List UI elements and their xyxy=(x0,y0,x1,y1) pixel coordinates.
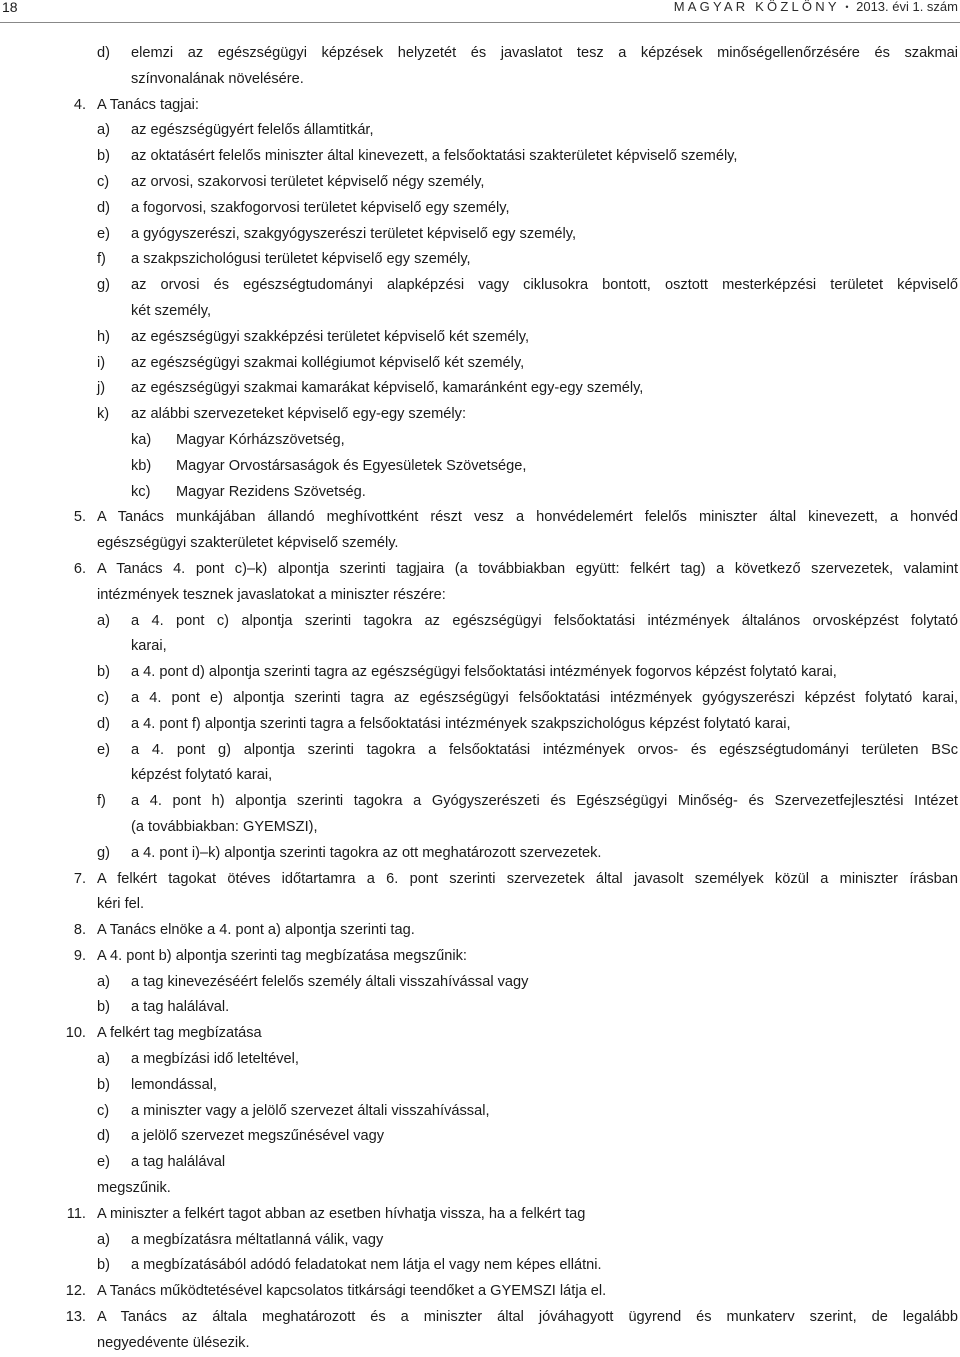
section-text: A Tanács működtetésével kapcsolatos titkársági teendőket a GYEMSZI látja el. xyxy=(97,1283,607,1300)
item-label: b) xyxy=(97,664,110,681)
text-line xyxy=(0,841,960,867)
text-line xyxy=(0,1099,960,1125)
subitem-label: kb) xyxy=(131,457,152,474)
item-text: a 4. pont h) alpontja szerinti tagokra a Gyógyszerészeti és Egészségügyi Minőség- és Szervezetfejlesztési Intézet xyxy=(131,793,958,810)
item-label: j) xyxy=(97,380,106,397)
item-label: a) xyxy=(97,1051,110,1068)
subitem-label: ka) xyxy=(131,431,152,448)
item-label: a) xyxy=(97,973,110,990)
item-label: f) xyxy=(97,251,106,268)
section-text: A Tanács tagjai: xyxy=(97,96,199,113)
item-text: a tag halálával xyxy=(131,1154,226,1171)
item-text: elemzi az egészségügyi képzések helyzetét és javaslatot tesz a képzések minőségellenőrzésére és szakmai xyxy=(131,45,958,61)
continuation-text: kéri fel. xyxy=(97,896,145,913)
item-text: a megbízási idő leteltével, xyxy=(131,1051,299,1068)
item-text: az egészségügyi szakképzési területet képviselő két személy, xyxy=(131,328,530,345)
issue-info: 2013. évi 1. szám xyxy=(856,0,958,14)
text-line xyxy=(0,196,960,222)
text-line xyxy=(0,686,960,712)
item-label: d) xyxy=(97,45,110,61)
item-text: a miniszter vagy a jelölő szervezet általi visszahívással, xyxy=(131,1102,490,1119)
section-text: A Tanács 4. pont c)–k) alpontja szerinti tagjaira (a továbbiakban együtt: felkért tag) a következő szervezetek, valamint xyxy=(97,560,958,577)
section-number: 8. xyxy=(73,922,86,939)
text-line xyxy=(0,505,960,531)
item-label: c) xyxy=(97,1102,110,1119)
text-line xyxy=(0,1073,960,1099)
text-line xyxy=(0,41,960,67)
item-label: d) xyxy=(97,1128,110,1145)
item-label: d) xyxy=(97,715,110,732)
item-text: a 4. pont i)–k) alpontja szerinti tagokra az ott meghatározott szervezetek. xyxy=(131,844,602,861)
item-text: a 4. pont g) alpontja szerinti tagokra a felsőoktatási intézmények orvos- és egészségtudományi területen BSc xyxy=(131,741,958,758)
text-line xyxy=(0,660,960,686)
text-line xyxy=(0,376,960,402)
subitem-text: Magyar Rezidens Szövetség. xyxy=(176,483,366,500)
subitem-text: Magyar Orvostársaságok és Egyesületek Szövetsége, xyxy=(176,457,527,474)
item-label: e) xyxy=(97,741,110,758)
page-number: 18 xyxy=(2,0,18,15)
item-text: a 4. pont d) alpontja szerinti tagra az egészségügyi felsőoktatási intézmények fogorvos képzést folytató karai, xyxy=(131,664,837,681)
continuation-text: karai, xyxy=(131,638,167,655)
text-line xyxy=(0,1021,960,1047)
section-number: 10. xyxy=(65,1025,86,1042)
text-line xyxy=(0,247,960,273)
item-label: i) xyxy=(97,354,106,371)
text-line xyxy=(0,531,960,557)
text-line xyxy=(0,351,960,377)
text-line xyxy=(0,1176,960,1202)
item-text: a 4. pont e) alpontja szerinti tagra az egészségügyi felsőoktatási intézmények gyógyszerészi képzést folytató karai, xyxy=(131,689,958,706)
text-line xyxy=(0,892,960,918)
text-line xyxy=(0,1047,960,1073)
item-label: c) xyxy=(97,689,110,706)
text-line xyxy=(0,1150,960,1176)
section-number: 12. xyxy=(65,1283,86,1300)
item-text: a jelölő szervezet megszűnésével vagy xyxy=(131,1128,385,1145)
item-text: a megbízatásra méltatlanná válik, vagy xyxy=(131,1231,384,1248)
item-label: a) xyxy=(97,122,110,139)
section-number: 6. xyxy=(73,560,86,577)
section-text: A Tanács elnöke a 4. pont a) alpontja szerinti tag. xyxy=(97,922,415,939)
text-line xyxy=(0,944,960,970)
item-label: g) xyxy=(97,844,110,861)
text-line xyxy=(0,918,960,944)
text-line xyxy=(0,1228,960,1254)
section-number: 11. xyxy=(66,1205,86,1222)
item-text: a tag kinevezéséért felelős személy általi visszahívással vagy xyxy=(131,973,529,990)
item-label: b) xyxy=(97,148,110,165)
continuation-text: (a továbbiakban: GYEMSZI), xyxy=(131,818,318,835)
text-line xyxy=(0,402,960,428)
item-text: lemondással, xyxy=(131,1076,217,1093)
continuation-text: két személy, xyxy=(131,302,212,319)
text-line xyxy=(0,428,960,454)
text-line xyxy=(0,1124,960,1150)
item-text: az oktatásért felelős miniszter által kinevezett, a felsőoktatási szakterületet képviselő személy, xyxy=(131,148,738,165)
document-body xyxy=(0,41,960,1357)
item-text: az alábbi szervezeteket képviselő egy-egy személy: xyxy=(131,406,467,423)
section-text: A felkért tagokat ötéves időtartamra a 6. pont szerinti szervezetek által javasolt személyek közül a miniszter írásban xyxy=(97,870,958,887)
section-text: A 4. pont b) alpontja szerinti tag megbízatása megszűnik: xyxy=(97,947,467,964)
section-number: 9. xyxy=(73,947,86,964)
journal-title: MAGYAR KÖZLÖNY xyxy=(673,0,840,14)
item-label: f) xyxy=(97,793,106,810)
text-line xyxy=(0,299,960,325)
text-line xyxy=(0,144,960,170)
section-number: 4. xyxy=(73,96,86,113)
item-label: c) xyxy=(97,173,110,190)
section-text: A Tanács munkájában állandó meghívottként részt vesz a honvédelemért felelős miniszter által kinevezett, a honvéd xyxy=(97,509,958,526)
item-text: az orvosi, szakorvosi területet képviselő négy személy, xyxy=(131,173,485,190)
item-label: e) xyxy=(97,225,110,242)
text-line xyxy=(0,273,960,299)
text-line xyxy=(0,789,960,815)
item-text: az egészségügyi szakmai kollégiumot képviselő két személy, xyxy=(131,354,525,371)
text-line xyxy=(0,609,960,635)
text-line xyxy=(0,67,960,93)
item-label: b) xyxy=(97,1257,110,1274)
item-label: b) xyxy=(97,999,110,1016)
text-line xyxy=(0,325,960,351)
text-line xyxy=(0,1202,960,1228)
text-line xyxy=(0,454,960,480)
text-line xyxy=(0,480,960,506)
text-line xyxy=(0,1279,960,1305)
continuation-text: megszűnik. xyxy=(97,1180,171,1197)
item-text: az orvosi és egészségtudományi alapképzési vagy ciklusokra bontott, osztott mesterképzési területet képviselő xyxy=(131,277,958,294)
bullet-separator: • xyxy=(845,2,849,12)
continuation-text: színvonalának növelésére. xyxy=(131,70,304,87)
item-label: e) xyxy=(97,1154,110,1171)
text-line xyxy=(0,712,960,738)
text-line xyxy=(0,970,960,996)
text-line xyxy=(0,557,960,583)
text-line xyxy=(0,118,960,144)
journal-header xyxy=(674,0,958,14)
item-text: a szakpszichológusi területet képviselő egy személy, xyxy=(131,251,471,268)
text-line xyxy=(0,1331,960,1357)
text-line xyxy=(0,815,960,841)
page-header xyxy=(0,0,960,22)
text-line xyxy=(0,1305,960,1331)
text-line xyxy=(0,867,960,893)
text-line xyxy=(0,763,960,789)
item-label: a) xyxy=(97,1231,110,1248)
section-number: 7. xyxy=(73,870,86,887)
text-line xyxy=(0,93,960,119)
text-line xyxy=(0,222,960,248)
item-label: k) xyxy=(97,406,110,423)
section-number: 5. xyxy=(73,509,86,526)
item-text: a fogorvosi, szakfogorvosi területet képviselő egy személy, xyxy=(131,199,510,216)
text-line xyxy=(0,634,960,660)
item-label: g) xyxy=(97,277,110,294)
item-text: az egészségügyért felelős államtitkár, xyxy=(131,122,374,139)
item-text: az egészségügyi szakmai kamarákat képviselő, kamaránként egy-egy személy, xyxy=(131,380,644,397)
text-line xyxy=(0,170,960,196)
item-text: a 4. pont f) alpontja szerinti tagra a felsőoktatási intézmények szakpszichológus képzést folytató karai, xyxy=(131,715,791,732)
section-text: A miniszter a felkért tagot abban az esetben hívhatja vissza, ha a felkért tag xyxy=(97,1205,586,1222)
item-label: b) xyxy=(97,1076,110,1093)
item-text: a tag halálával. xyxy=(131,999,230,1016)
header-rule xyxy=(0,22,960,23)
section-number: 13. xyxy=(65,1309,86,1326)
text-line xyxy=(0,1253,960,1279)
text-line xyxy=(0,738,960,764)
item-label: a) xyxy=(97,612,110,629)
item-text: a 4. pont c) alpontja szerinti tagokra az egészségügyi felsőoktatási intézmények általános orvosképzést folytató xyxy=(131,612,958,629)
item-label: h) xyxy=(97,328,110,345)
item-label: d) xyxy=(97,199,110,216)
continuation-text: intézmények tesznek javaslatokat a miniszter részére: xyxy=(97,586,446,603)
continuation-text: egészségügyi szakterületet képviselő személy. xyxy=(97,535,399,552)
continuation-text: negyedévente ülésezik. xyxy=(97,1334,250,1351)
continuation-text: képzést folytató karai, xyxy=(131,767,273,784)
section-text: A felkért tag megbízatása xyxy=(97,1025,262,1042)
subitem-text: Magyar Kórházszövetség, xyxy=(176,431,345,448)
item-text: a megbízatásából adódó feladatokat nem látja el vagy nem képes ellátni. xyxy=(131,1257,602,1274)
section-text: A Tanács az általa meghatározott és a miniszter által jóváhagyott ügyrend és munkaterv szerint, de legalább xyxy=(97,1309,958,1326)
text-line xyxy=(0,995,960,1021)
text-line xyxy=(0,583,960,609)
item-text: a gyógyszerészi, szakgyógyszerészi területet képviselő egy személy, xyxy=(131,225,577,242)
subitem-label: kc) xyxy=(131,483,151,500)
